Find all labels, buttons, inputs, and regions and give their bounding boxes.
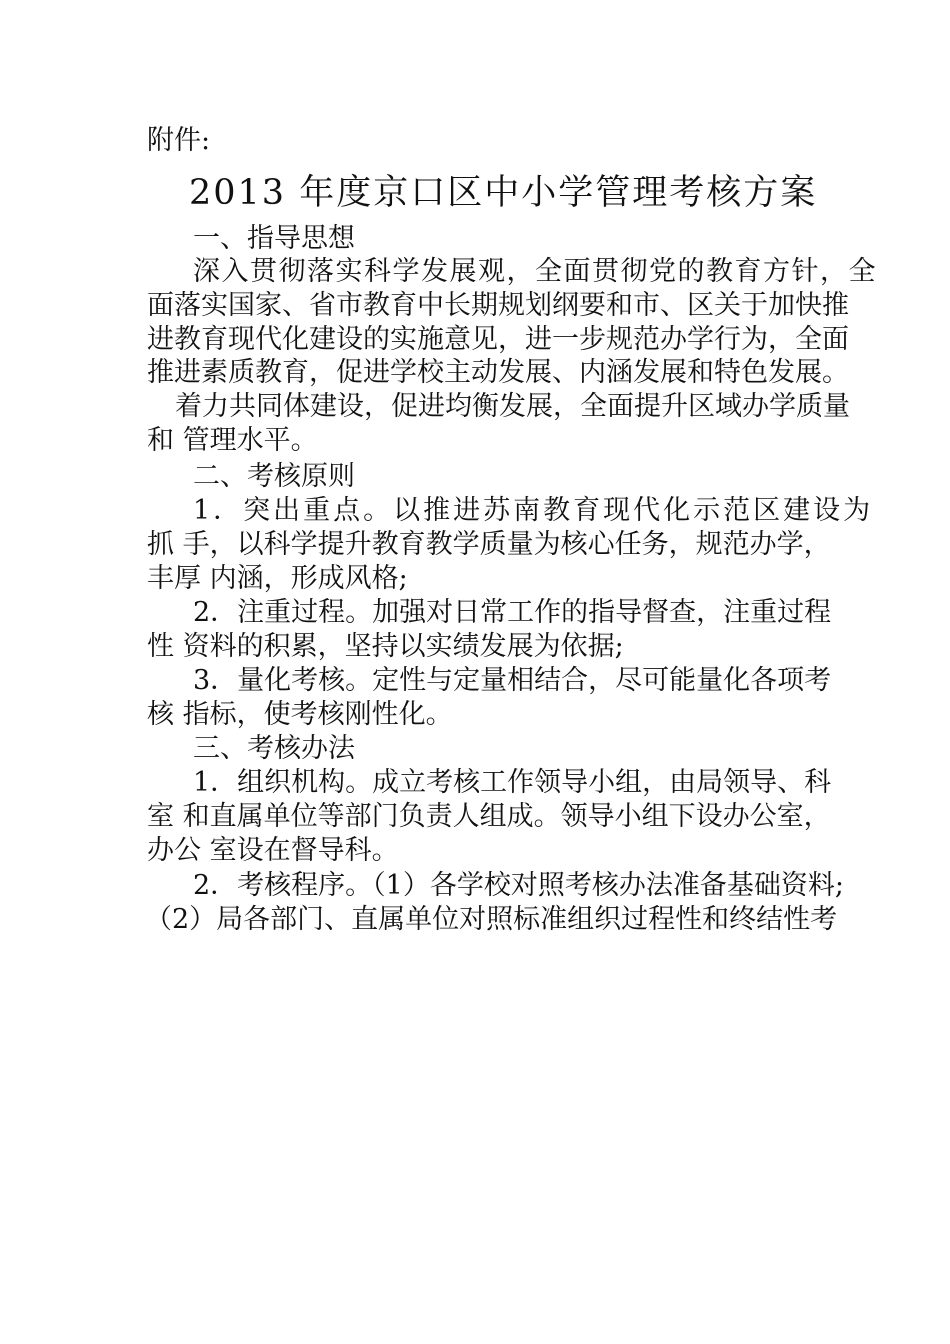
paragraph-line: 深入贯彻落实科学发展观，全面贯彻党的教育方针，全	[193, 256, 877, 287]
paragraph-line: 2．注重过程。加强对日常工作的指导督查，注重过程	[193, 597, 832, 628]
paragraph-line: 进教育现代化建设的实施意见，进一步规范办学行为，全面	[147, 324, 849, 355]
paragraph-line: 面落实国家、省市教育中长期规划纲要和市、区关于加快推	[147, 290, 849, 321]
paragraph-line: 2．考核程序。（1）各学校对照考核办法准备基础资料;	[193, 870, 844, 901]
attachment-label: 附件:	[147, 125, 211, 156]
section-heading: 一、指导思想	[193, 223, 355, 254]
paragraph-line: 丰厚 内涵，形成风格;	[147, 563, 408, 594]
paragraph-line: 和 管理水平。	[147, 425, 318, 456]
paragraph-line: 1．突出重点。以推进苏南教育现代化示范区建设为	[193, 495, 874, 526]
paragraph-line: 室 和直属单位等部门负责人组成。领导小组下设办公室，	[147, 801, 831, 832]
section-heading: 二、考核原则	[193, 461, 355, 492]
paragraph-line: 抓 手，以科学提升教育教学质量为核心任务，规范办学，	[147, 529, 831, 560]
paragraph-line: 核 指标，使考核刚性化。	[147, 699, 453, 730]
paragraph-line: 3．量化考核。定性与定量相结合，尽可能量化各项考	[193, 665, 832, 696]
paragraph-line: 着力共同体建设，促进均衡发展，全面提升区域办学质量	[175, 391, 850, 422]
document-title: 2013 年度京口区中小学管理考核方案	[189, 173, 818, 213]
paragraph-line: 推进素质教育，促进学校主动发展、内涵发展和特色发展。	[147, 357, 849, 388]
section-heading: 三、考核办法	[193, 733, 355, 764]
paragraph-line: （2）局各部门、直属单位对照标准组织过程性和终结性考	[145, 904, 838, 935]
paragraph-line: 性 资料的积累，坚持以实绩发展为依据;	[147, 631, 624, 662]
paragraph-line: 1．组织机构。成立考核工作领导小组，由局领导、科	[193, 767, 832, 798]
paragraph-line: 办公 室设在督导科。	[147, 835, 399, 866]
